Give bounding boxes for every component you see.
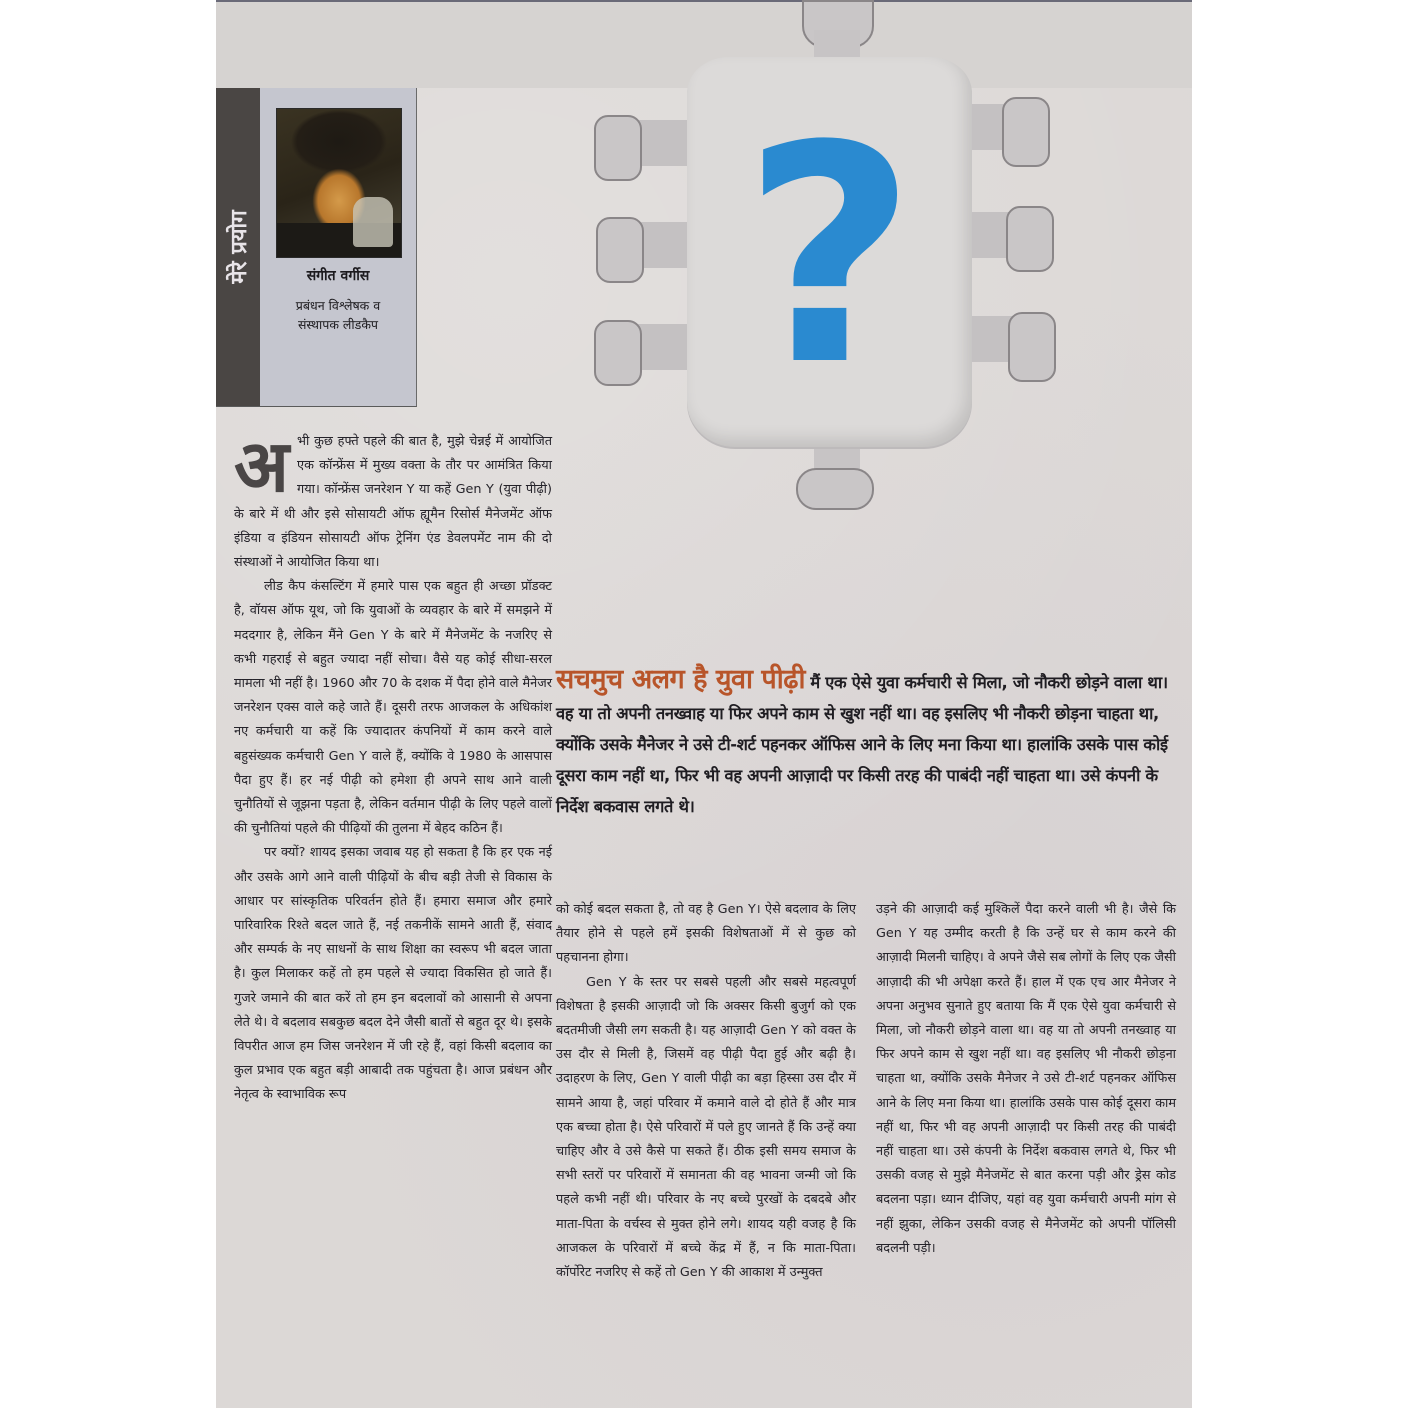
article-column-3 bbox=[876, 898, 1176, 1261]
article-paragraph: Gen Y के स्तर पर सबसे पहली और सबसे महत्वपूर्ण विशेषता है इसकी आज़ादी जो कि अक्सर किसी बुजुर्ग को एक बदतमीजी जैसी लग सकती है। यह आज़ादी Gen Y को वक्त के उस दौर से मिली है, जिसमें वह पीढ़ी पैदा हुई और बढ़ी है। उदाहरण के लिए, Gen Y वाली पीढ़ी का बड़ा हिस्सा उस दौर में सामने आया है, जहां परिवार में कमाने वाले दो होते हैं और मात्र एक बच्चा होता है। ऐसे परिवारों में पले हुए जानते हैं कि उन्हें क्या चाहिए और वे उसे कैसे पा सकते हैं। ठीक इसी समय समाज के सभी स्तरों पर परिवारों में समानता की वह भावना जन्मी जो कि पहले कभी नहीं थी। परिवार के नए बच्चे पुरखों के दबदबे और माता-पिता के वर्चस्व से मुक्त होने लगे। शायद यही वजह है कि आजकल के परिवारों में बच्चे केंद्र में हैं, न कि माता-पिता। कॉर्पोरेट नजरिए से कहें तो Gen Y की आकाश में उन्मुक्त bbox=[556, 974, 856, 1281]
chair-top-stem bbox=[814, 30, 860, 60]
article-paragraph: को कोई बदल सकता है, तो वह है Gen Y। ऐसे बदलाव के लिए तैयार होने से पहले हमें इसकी विशेषताओं में से कुछ को पहचानना होगा। bbox=[556, 902, 856, 966]
chair-bottom-icon bbox=[796, 468, 874, 510]
pull-quote-headline: सचमुच अलग है युवा पीढ़ी bbox=[556, 664, 805, 695]
author-role-line1: प्रबंधन विश्लेषक व bbox=[295, 298, 381, 313]
question-mark-icon: ? bbox=[742, 82, 917, 431]
paragraph-text: भी कुछ हफ्ते पहले की बात है, मुझे चेन्नई में आयोजित एक कॉन्फ्रेंस में मुख्य वक्ता के तौर पर आमंत्रित किया गया। कॉन्फ्रेंस जनरेशन Y या कहें Gen Y (युवा पीढ़ी) के बारे में थी और इसे सोसायटी ऑफ ह्यूमैन रिसोर्स मैनेजमेंट ऑफ इंडिया व इंडियन सोसायटी ऑफ ट्रेनिंग एंड डेवलपमेंट नाम की दो संस्थाओं ने आयोजित किया था। bbox=[234, 434, 552, 571]
table-top bbox=[687, 57, 972, 447]
chair-left-1-icon bbox=[594, 115, 642, 181]
newspaper-page bbox=[216, 0, 1192, 1408]
pull-quote-text: मैं एक ऐसे युवा कर्मचारी से मिला, जो नौकरी छोड़ने वाला था। वह या तो अपनी तनख्वाह या फिर अपने काम से खुश नहीं था। वह इसलिए भी नौकरी छोड़ना चाहता था, क्योंकि उसके मैनेजर ने उसे टी-शर्ट पहनकर ऑफिस आने के लिए मना किया था। हालांकि उसके पास कोई दूसरा काम नहीं था, फिर भी वह अपनी आज़ादी पर किसी तरह की पाबंदी नहीं चाहता था। उसे कंपनी के निर्देश बकवास लगते थे। bbox=[556, 673, 1168, 816]
article-paragraph: उड़ने की आज़ादी कई मुश्किलें पैदा करने वाली भी है। जैसे कि Gen Y यह उम्मीद करती है कि उन्हें घर से काम करने की आज़ादी मिलनी चाहिए। वे अपने जैसे सब लोगों के लिए एक जैसी आज़ादी की भी अपेक्षा करते हैं। हाल में एक एच आर मैनेजर ने अपना अनुभव सुनाते हुए बताया कि मैं एक ऐसे युवा कर्मचारी से मिला, जो नौकरी छोड़ने वाला था। वह या तो अपनी तनख्वाह या फिर अपने काम से खुश नहीं था। वह इसलिए भी नौकरी छोड़ना चाहता था, क्योंकि उसके मैनेजर ने उसे टी-शर्ट पहनकर ऑफिस आने के लिए मना किया था। हालांकि उसके पास कोई दूसरा काम नहीं था, फिर भी वह अपनी आज़ादी पर किसी तरह की पाबंदी नहीं चाहता था। उसे कंपनी के निर्देश बकवास लगते थे, फिर भी उसकी वजह से मुझे मैनेजमेंट से बात करना पड़ी और ड्रेस कोड बदलना पड़ा। ध्यान दीजिए, यहां वह युवा कर्मचारी अपनी मांग से नहीं झुका, लेकिन उसकी वजह से मैनेजमेंट को अपनी पॉलिसी बदलनी पड़ी। bbox=[876, 902, 1176, 1256]
column-section-label bbox=[216, 88, 260, 406]
chair-left-3-icon bbox=[594, 320, 642, 386]
author-role bbox=[260, 296, 416, 334]
conference-table-illustration bbox=[556, 0, 1076, 660]
author-photo bbox=[276, 108, 402, 258]
article-column-2 bbox=[556, 898, 856, 1285]
chair-right-3-icon bbox=[1008, 312, 1056, 382]
chair-right-2-icon bbox=[1006, 206, 1054, 272]
author-box bbox=[216, 88, 417, 407]
author-name: संगीत वर्गीस bbox=[306, 268, 370, 284]
article-paragraph bbox=[234, 424, 552, 575]
article-paragraph: लीड कैप कंसल्टिंग में हमारे पास एक बहुत ही अच्छा प्रॉडक्ट है, वॉयस ऑफ यूथ, जो कि युवाओं के व्यवहार के बारे में समझने में मददगार है, लेकिन मैंने Gen Y के बारे में मैनेजमेंट के नजरिए से कभी गहराई से बहुत ज्यादा नहीं सोचा। वैसे यह कोई सीधा-सरल मामला भी नहीं है। 1960 और 70 के दशक में पैदा होने वाले मैनेजर जनरेशन एक्स वाले कहे जाते हैं। दूसरी तरफ आजकल के अधिकांश नए कर्मचारी या कहें कि ज्यादातर कंपनियों में काम करने वाले बहुसंख्यक कर्मचारी Gen Y वाले हैं, क्योंकि वे 1980 के आसपास पैदा हुए हैं। हर नई पीढ़ी को हमेशा ही अपने साथ आने वाली चुनौतियों से जूझना पड़ता है, लेकिन वर्तमान पीढ़ी के लिए पहले वालों की चुनौतियां पहले की पीढ़ियों की तुलना में बेहद कठिन हैं। bbox=[234, 579, 552, 837]
section-label-text: मेरे प्रयोग bbox=[227, 210, 252, 284]
article-paragraph: पर क्यों? शायद इसका जवाब यह हो सकता है कि हर एक नई और उसके आगे आने वाली पीढ़ियों के बीच बड़ी तेजी से विकास के आधार पर सांस्कृतिक परिवर्तन होते हैं। हमारा समाज और हमारे पारिवारिक रिश्ते बदल जाते हैं, नई तकनीकें सामने आती हैं, संवाद और सम्पर्क के नए साधनों के साथ शिक्षा का स्वरूप भी बदल जाता है। कुल मिलाकर कहें तो हम पहले से ज्यादा विकसित हो जाते हैं। गुजरे जमाने की बात करें तो हम इन बदलावों को आसानी से अपना लेते थे। वे बदलाव सबकुछ बदल देने जैसी बातों से बहुत दूर थे। इसके विपरीत आज हम जिस जनरेशन में जी रहे हैं, वहां किसी बदलाव का कुल प्रभाव एक बहुत बड़ी आबादी तक पहुंचता है। आज प्रबंधन और नेतृत्व के स्वाभाविक रूप bbox=[234, 845, 552, 1103]
chair-right-1-icon bbox=[1002, 97, 1050, 167]
author-card bbox=[260, 88, 416, 406]
photo-collar bbox=[353, 197, 393, 247]
author-role-line2: संस्थापक लीडकैप bbox=[297, 317, 379, 332]
chair-left-2-icon bbox=[596, 217, 644, 283]
article-column-1 bbox=[234, 424, 552, 1108]
pull-quote bbox=[556, 664, 1186, 822]
drop-cap: अ bbox=[234, 424, 290, 508]
